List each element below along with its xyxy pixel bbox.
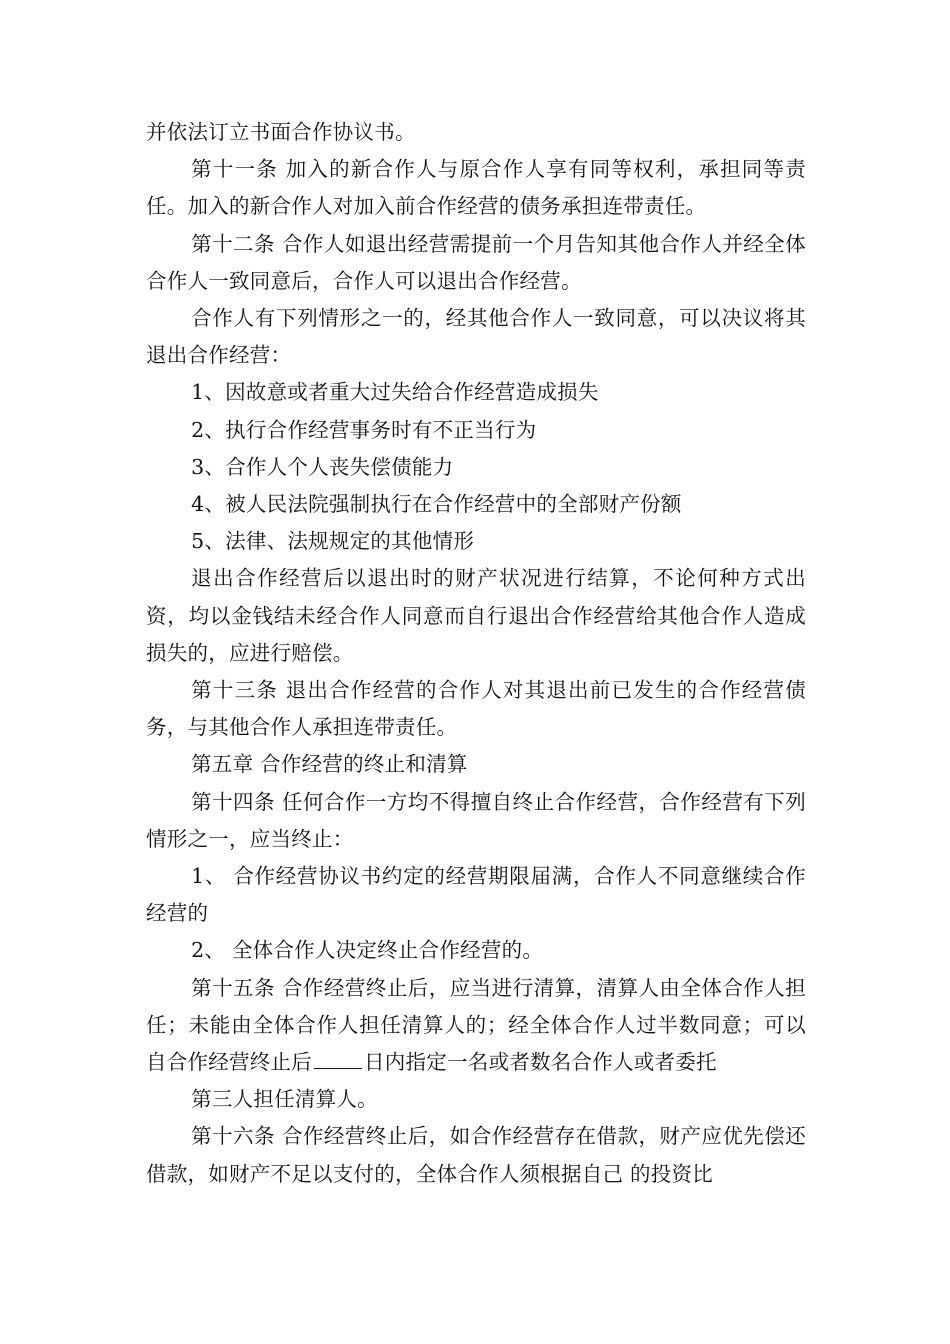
article-13-paragraph: 第十三条 退出合作经营的合作人对其退出前已发生的合作经营债务，与其他合作人承担连带责任。: [146, 678, 806, 740]
paragraph-1: 并依法订立书面合作协议书。: [146, 120, 416, 144]
list-item: 1、因故意或者重大过失给合作经营造成损失: [191, 380, 599, 405]
article-15-text-start: 第十五条 合作经营终止后，应当进行清算，清算人由全体合作人担任；未能由全体合作人担任清算人的；经全体合作人过半数同意；可以自合作经营终止后: [146, 975, 806, 1075]
article-12-paragraph: 第十二条 合作人如退出经营需提前一个月告知其他合作人并经全体合作人一致同意后，合作人可以退出合作经营。: [146, 231, 806, 293]
list-item: 4、被人民法院强制执行在合作经营中的全部财产份额: [191, 492, 682, 517]
article-11-paragraph: 第十一条 加入的新合作人与原合作人享有同等权利，承担同等责任。加入的新合作人对加入前合作经营的债务承担连带责任。: [146, 157, 806, 219]
article-15-text-end: 日内指定一名或者数名合作人或者委托: [364, 1050, 717, 1075]
settlement-paragraph: 退出合作经营后以退出时的财产状况进行结算，不论何种方式出资，均以金钱结未经合作人同意而自行退出合作经营给其他合作人造成损失的，应进行赔偿。: [146, 566, 806, 665]
document-body: [146, 114, 806, 1193]
fill-in-blank: [314, 1046, 362, 1070]
list-item: 1、 合作经营协议书约定的经营期限届满，合作人不同意继续合作经营的: [146, 864, 806, 926]
article-16-paragraph: 第十六条 合作经营终止后，如合作经营存在借款，财产应优先偿还借款，如财产不足以支付的，全体合作人须根据自己 的投资比: [146, 1124, 806, 1186]
list-item: 3、合作人个人丧失偿债能力: [191, 454, 454, 479]
chapter-5-heading: 第五章 合作经营的终止和清算: [191, 752, 468, 777]
liquidator-paragraph: 第三人担任清算人。: [191, 1087, 378, 1112]
withdrawal-conditions-intro: 合作人有下列情形之一的，经其他合作人一致同意，可以决议将其退出合作经营：: [146, 306, 806, 368]
article-15-paragraph: [146, 970, 806, 1082]
list-item: 2、执行合作经营事务时有不正当行为: [191, 417, 537, 442]
list-item: 2、 全体合作人决定终止合作经营的。: [191, 938, 544, 963]
article-14-paragraph: 第十四条 任何合作一方均不得擅自终止合作经营，合作经营有下列情形之一，应当终止：: [146, 789, 806, 851]
list-item: 5、法律、法规规定的其他情形: [191, 529, 475, 554]
